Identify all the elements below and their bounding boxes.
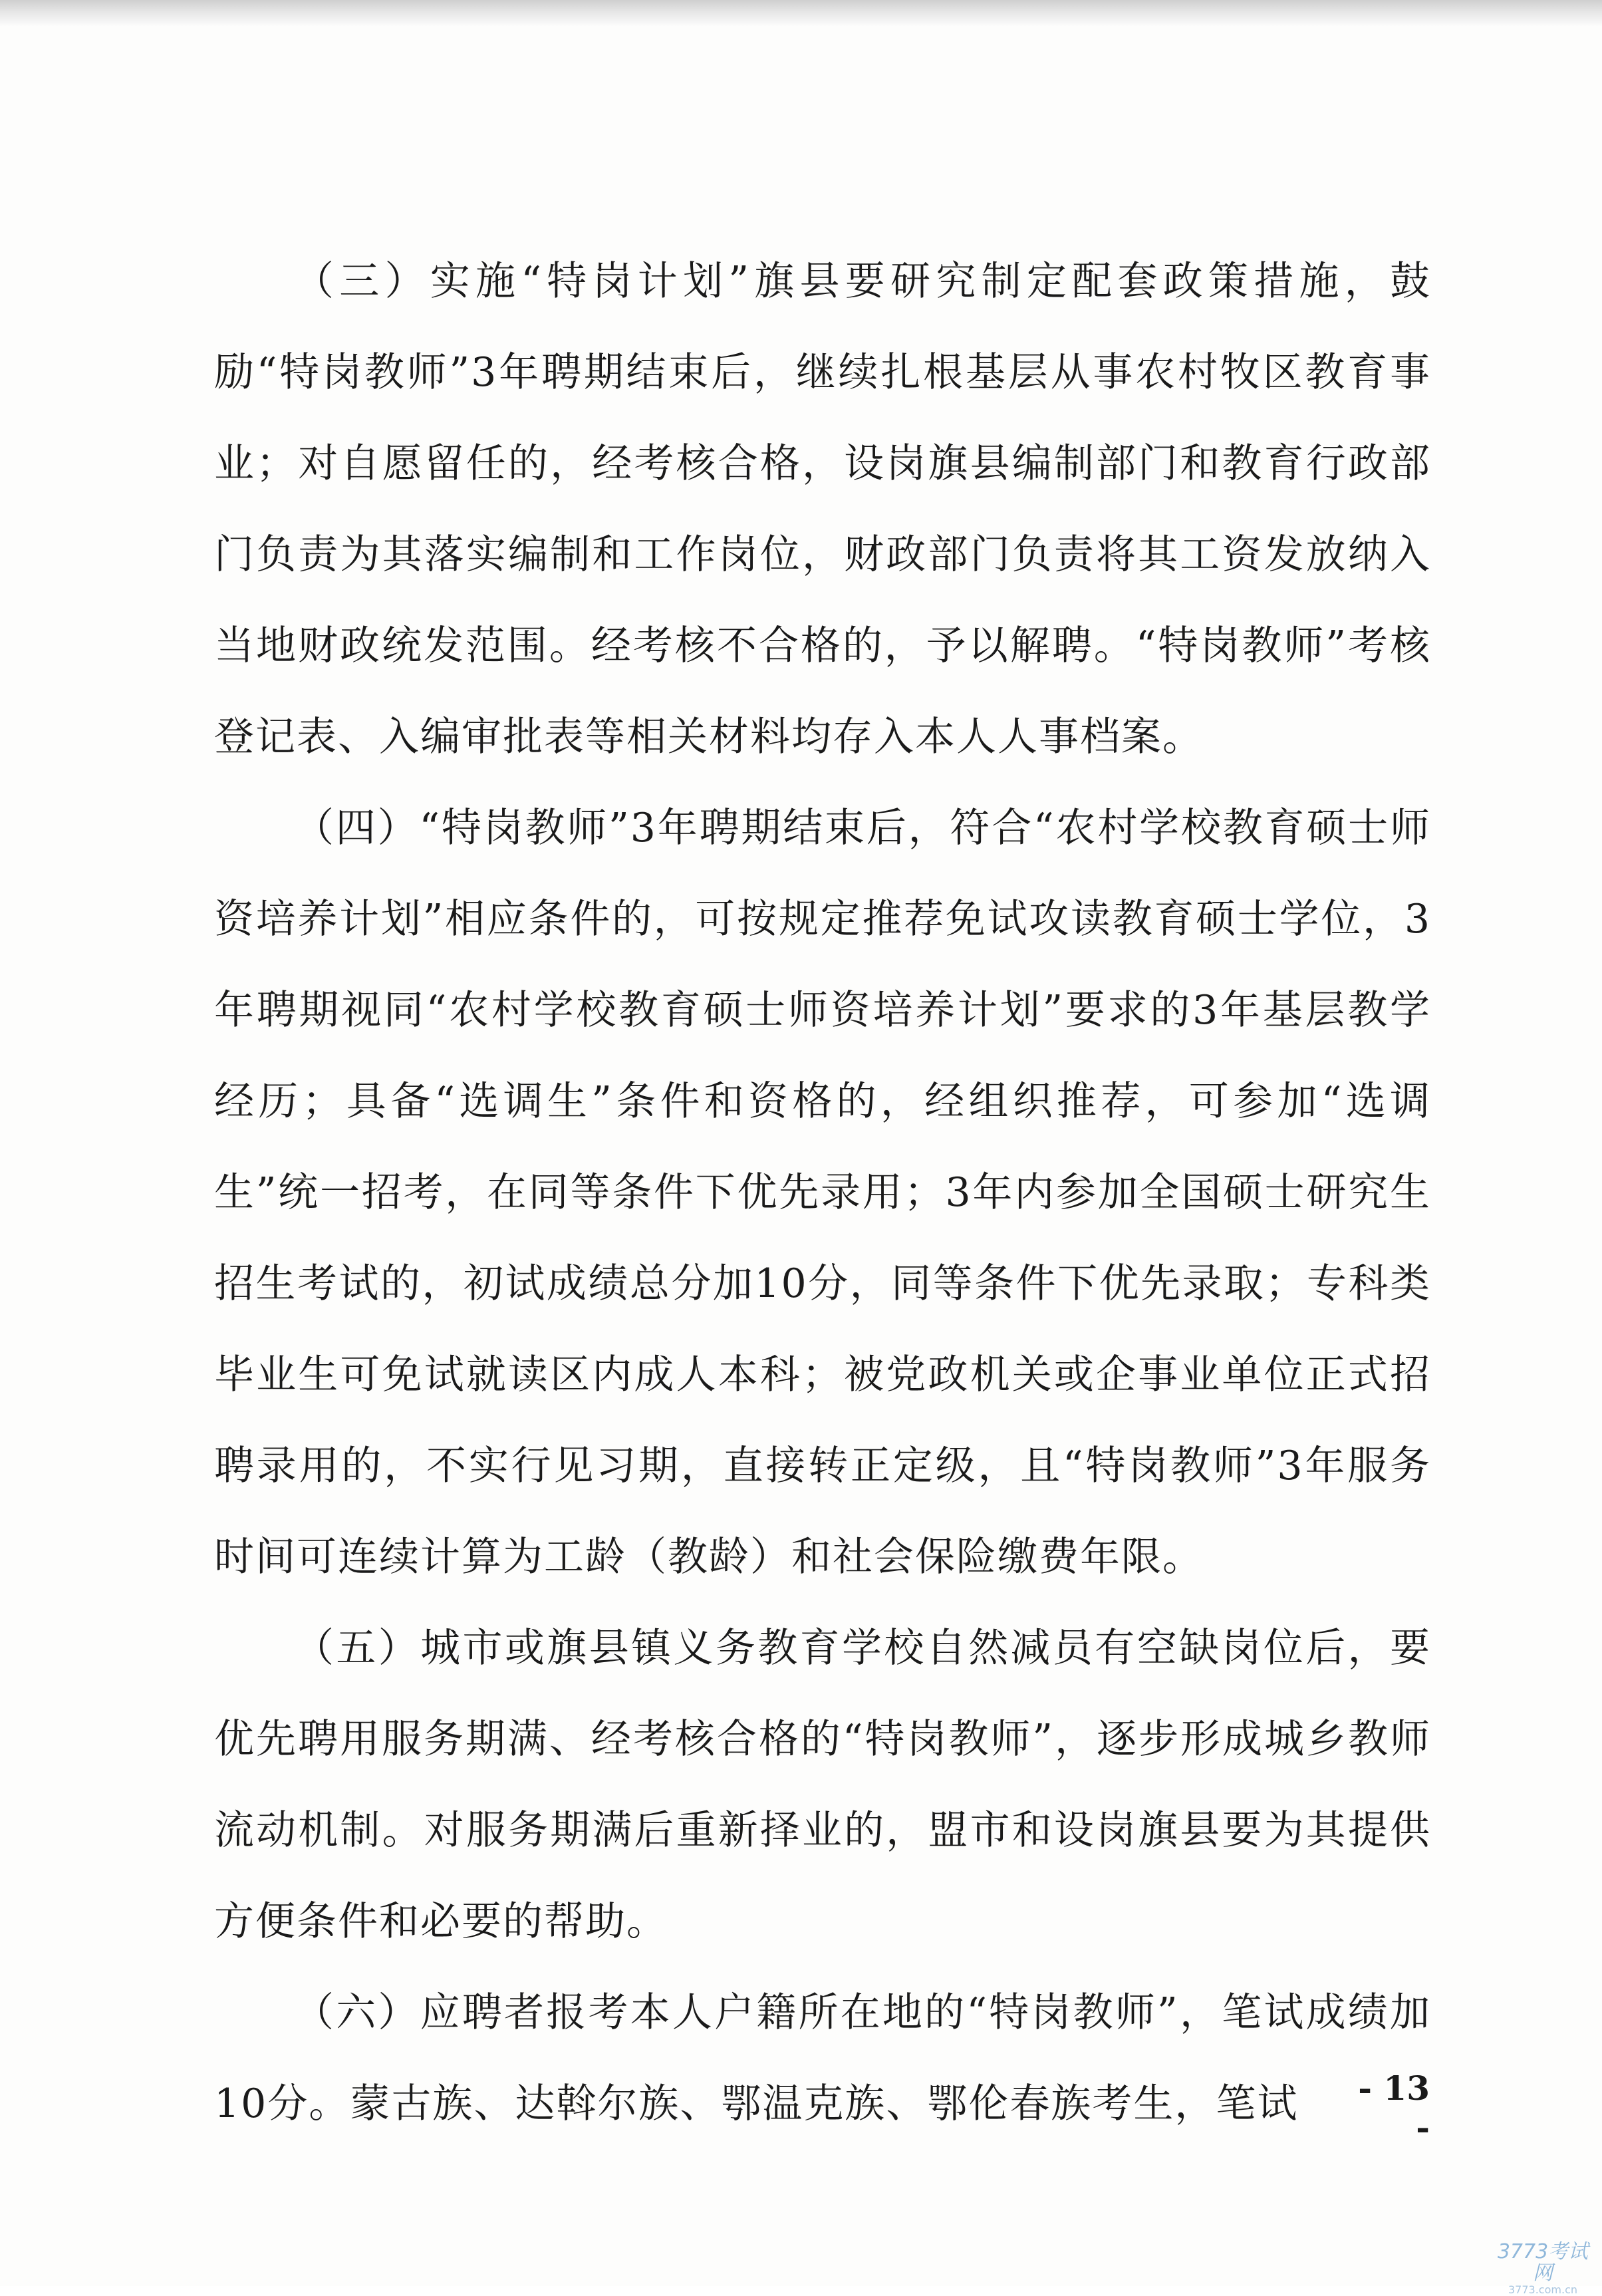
- scan-edge-shadow: [0, 0, 1602, 27]
- page-number: - 13 -: [1358, 2069, 1430, 2147]
- site-watermark: [1490, 2240, 1596, 2296]
- paragraph-4: （四）“特岗教师”3年聘期结束后，符合“农村学校教育硕士师资培养计划”相应条件的，可按规定推荐免试攻读教育硕士学位，3年聘期视同“农村学校教育硕士师资培养计划”要求的3年基层教学经历；具备“选调生”条件和资格的，经组织推荐，可参加“选调生”统一招考，在同等条件下优先录用；3年内参加全国硕士研究生招生考试的，初试成绩总分加10分，同等条件下优先录取；专科类毕业生可免试就读区内成人本科；被党政机关或企事业单位正式招聘录用的，不实行见习期，直接转正定级，且“特岗教师”3年服务时间可连续计算为工龄（教龄）和社会保险缴费年限。: [214, 805, 1431, 1580]
- paragraph-5: （五）城市或旗县镇义务教育学校自然减员有空缺岗位后，要优先聘用服务期满、经考核合格的“特岗教师”，逐步形成城乡教师流动机制。对服务期满后重新择业的，盟市和设岗旗县要为其提供方便条件和必要的帮助。: [214, 1625, 1431, 1945]
- paragraph-6: （六）应聘者报考本人户籍所在地的“特岗教师”，笔试成绩加10分。蒙古族、达斡尔族、鄂温克族、鄂伦春族考生，笔试: [214, 1989, 1431, 2127]
- watermark-title: 3773考试网: [1497, 2240, 1589, 2285]
- watermark-url: 3773.com.cn: [1508, 2283, 1577, 2296]
- document-body: [214, 236, 1431, 2150]
- paragraph-3: （三）实施“特岗计划”旗县要研究制定配套政策措施，鼓励“特岗教师”3年聘期结束后，继续扎根基层从事农村牧区教育事业；对自愿留任的，经考核合格，设岗旗县编制部门和教育行政部门负责为其落实编制和工作岗位，财政部门负责将其工资发放纳入当地财政统发范围。经考核不合格的，予以解聘。“特岗教师”考核登记表、入编审批表等相关材料均存入本人人事档案。: [214, 258, 1431, 760]
